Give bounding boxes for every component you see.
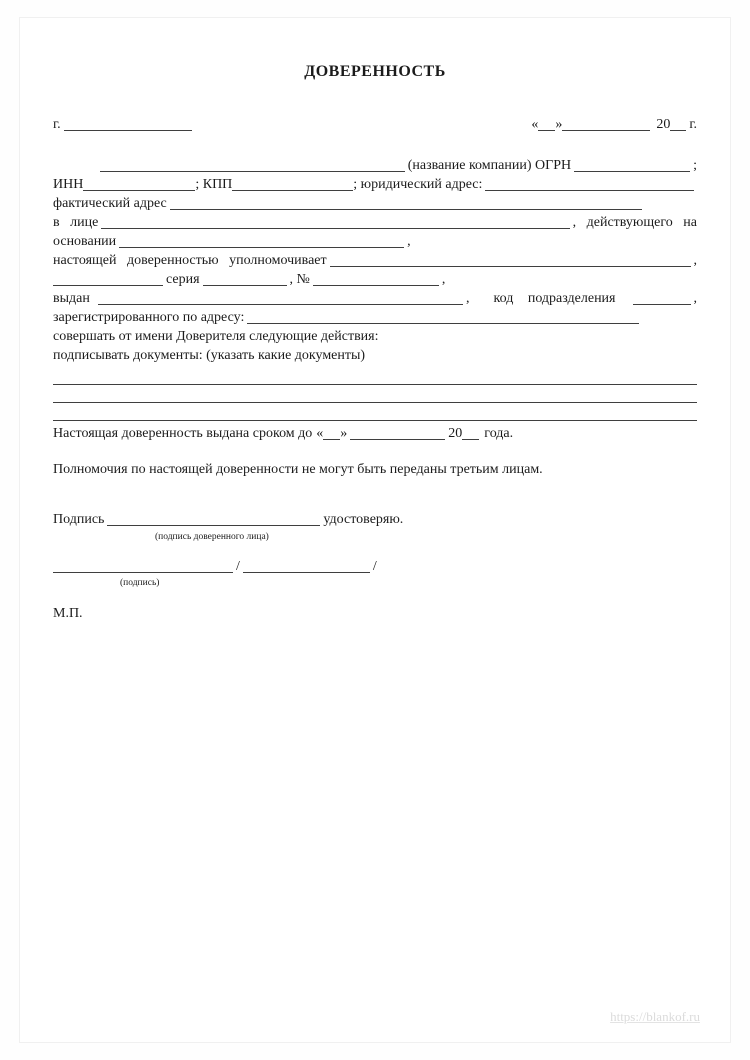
certify-label: удостоверяю. [323,512,404,527]
validity-year-prefix: 20 [448,426,463,441]
comma: , [693,253,697,268]
write-in-lines [53,370,697,424]
kpp-label: ; КПП [195,177,233,192]
inn-label: ИНН [53,177,84,192]
person-label: в лице [53,215,99,230]
attorney-signature-blank [107,525,320,526]
semicolon: ; [693,158,697,173]
date-year-prefix: 20 [656,117,671,132]
issued-label: выдан [53,291,90,306]
sign-docs-label: подписывать документы: (указать какие документы) [53,348,366,363]
issued-row [53,289,697,308]
write-in-line-2 [53,388,697,406]
acting-label: , действующего на [572,215,697,230]
signature-label: Подпись [53,512,105,527]
passport-row [53,270,697,289]
write-in-line-1 [53,370,697,388]
no-transfer-text: Полномочия по настоящей доверенности не могут быть переданы третьим лицам. [53,462,543,477]
document-type-blank [53,285,163,286]
fact-address-label: фактический адрес [53,196,167,211]
company-ogrn-row [53,156,697,175]
no-transfer-row [53,460,697,479]
validity-row [53,424,697,443]
authorize-row [53,251,697,270]
kpp-blank [232,190,353,191]
principal-signature-blank [53,572,233,573]
date-quote-close: » [555,117,563,132]
basis-blank [119,247,404,248]
stamp-row [53,604,697,623]
document-page [19,17,731,1043]
slash: / [236,559,240,574]
legal-address-label: ; юридический адрес: [353,177,483,192]
registered-row [53,308,697,327]
basis-row [53,232,697,251]
number-label: , № [289,272,310,287]
series-label: серия [166,272,200,287]
fact-address-row [53,194,697,213]
ogrn-blank [574,171,690,172]
date-quote-open: « [531,117,539,132]
authorize-label: настоящей доверенностью уполномочивает [53,253,327,268]
registered-label: зарегистрированного по адресу: [53,310,245,325]
company-name-blank [100,171,405,172]
inn-blank [83,190,195,191]
slash: / [372,559,377,574]
series-blank [203,285,287,286]
validity-day-blank [323,439,340,440]
validity-label: Настоящая доверенность выдана сроком до [53,426,313,441]
number-blank [313,285,439,286]
comma: , [466,291,470,306]
fact-address-blank [170,209,642,210]
registered-address-blank [247,323,639,324]
person-row [53,213,697,232]
city-date-row [53,115,697,134]
comma: , [441,272,446,287]
write-in-line-3 [53,406,697,424]
date-day-blank [538,130,555,131]
inn-kpp-row [53,175,697,194]
write-in-blank [53,384,697,385]
person-blank [101,228,569,229]
authorized-person-blank [330,266,691,267]
certify-row [53,510,697,529]
basis-label: основании [53,234,117,249]
unit-code-blank [633,304,691,305]
write-in-blank [53,420,697,421]
city-blank-line [64,130,192,131]
watermark-link[interactable]: https://blankof.ru [610,1009,700,1024]
date-month-blank [562,130,650,131]
write-in-blank [53,402,697,403]
date-year-suffix: г. [689,117,697,132]
actions-label: совершать от имени Доверителя следующие действия: [53,329,379,344]
comma: , [407,234,411,249]
validity-suffix: года. [484,426,514,441]
attorney-signature-caption: (подпись доверенного лица) [155,532,269,542]
company-note-label: (название компании) ОГРН [407,158,572,173]
validity-month-blank [350,439,445,440]
legal-address-blank [485,190,694,191]
date-year-blank [670,130,686,131]
unit-code-label: код подразделения [493,291,616,306]
validity-quote-open: « [316,426,324,441]
stamp-label: М.П. [53,606,83,621]
validity-year-blank [462,439,479,440]
city-label: г. [53,117,61,132]
validity-quote-close: » [340,426,348,441]
principal-name-blank [243,572,370,573]
principal-signature-row [53,557,697,576]
document-title: ДОВЕРЕННОСТЬ [304,63,446,80]
issued-by-blank [98,304,463,305]
actions-row [53,327,697,346]
principal-signature-caption: (подпись) [120,578,160,588]
comma: , [693,291,697,306]
sign-docs-row [53,346,697,365]
